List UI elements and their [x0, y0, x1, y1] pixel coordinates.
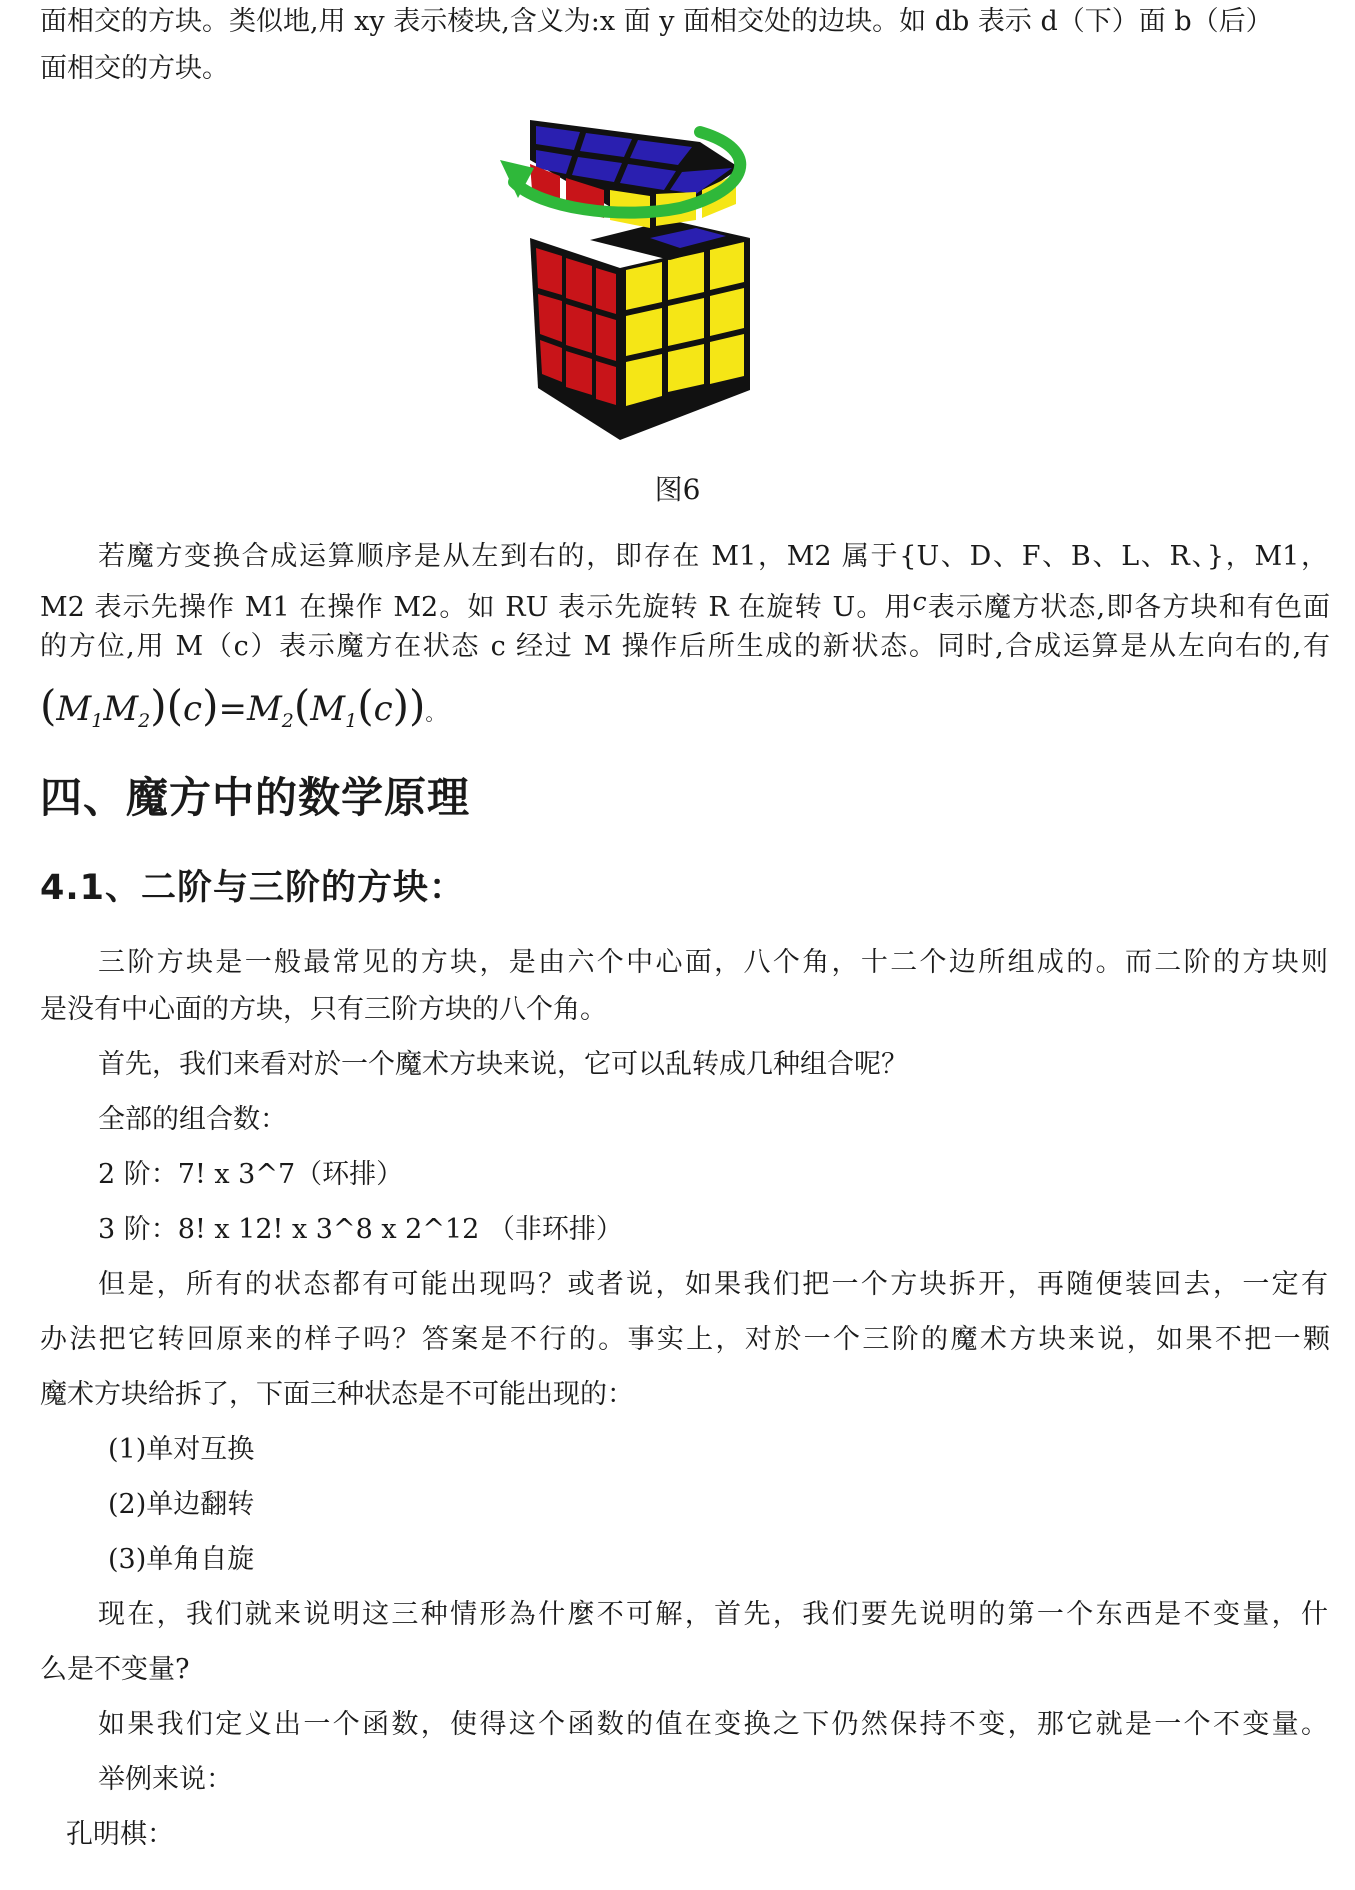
text-line: 是没有中心面的方块，只有三阶方块的八个角。	[40, 994, 607, 1025]
text-line: 面相交的方块。	[40, 53, 229, 84]
text-line: 3 阶：8! x 12! x 3^8 x 2^12 （非环排）	[98, 1214, 623, 1245]
cube-right-face	[620, 238, 750, 440]
text-line: 举例来说：	[98, 1764, 233, 1795]
text-span: 表示魔方状态,即各方块和有色面	[926, 592, 1330, 623]
text-line	[40, 582, 1330, 628]
formula-symbol: M	[246, 689, 282, 729]
text-line: 全部的组合数：	[98, 1104, 287, 1135]
text-line: 三阶方块是一般最常见的方块，是由六个中心面，八个角，十二个边所组成的。而二阶的方块则	[98, 947, 1328, 978]
text-line: 孔明棋：	[66, 1819, 174, 1850]
list-item: (2)单边翻转	[108, 1489, 255, 1520]
composition-formula: $(M_1M_2)(c)=M_2(M_1(c))$。	[40, 681, 446, 732]
formula-symbol: c	[183, 689, 203, 729]
formula-period: 。	[425, 701, 446, 725]
formula-subscript: 1	[345, 710, 358, 732]
formula-symbol: c	[373, 689, 393, 729]
formula-subscript: 1	[91, 710, 104, 732]
formula-symbol: M	[56, 689, 92, 729]
text-span: M2 表示先操作 M1 在操作 M2。如 RU 表示先旋转 R 在旋转 U。用	[40, 592, 913, 623]
formula-subscript: 2	[138, 710, 151, 732]
section-heading: 四、魔方中的数学原理	[40, 773, 471, 822]
text-line: 面相交的方块。类似地,用 xy 表示棱块,含义为:x 面 y 面相交处的边块。如 db 表示 d（下）面 b（后）	[40, 6, 1273, 37]
subsection-heading: 4.1、二阶与三阶的方块：	[40, 868, 466, 908]
text-line: 办法把它转回原来的样子吗？答案是不行的。事实上，对於一个三阶的魔术方块来说，如果不把一颗	[40, 1324, 1330, 1355]
inline-variable-c: c	[912, 587, 927, 616]
list-item: (1)单对互换	[108, 1434, 255, 1465]
text-line: 如果我们定义出一个函数，使得这个函数的值在变换之下仍然保持不变，那它就是一个不变量。	[98, 1709, 1328, 1740]
text-line: 么是不变量?	[40, 1654, 190, 1685]
text-line: 魔术方块给拆了，下面三种状态是不可能出现的：	[40, 1379, 634, 1410]
text-line: 若魔方变换合成运算顺序是从左到右的，即存在 M1，M2 属于{U、D、F、B、L、R、}，M1，	[98, 541, 1328, 572]
text-line: 2 阶：7! x 3^7（环排）	[98, 1159, 404, 1190]
rubiks-cube-figure	[500, 120, 860, 440]
formula-equals: =	[218, 689, 247, 729]
formula-symbol: M	[103, 689, 139, 729]
text-line: 的方位,用 M（c）表示魔方在状态 c 经过 M 操作后所生成的新状态。同时,合成运算是从左向右的,有	[40, 631, 1330, 662]
text-line: 现在，我们就来说明这三种情形為什麼不可解，首先，我们要先说明的第一个东西是不变量，什	[98, 1599, 1328, 1630]
formula-symbol: M	[310, 689, 346, 729]
cube-left-face	[530, 238, 620, 440]
figure-caption: 图6	[654, 473, 701, 506]
list-item: (3)单角自旋	[108, 1544, 255, 1575]
formula-subscript: 2	[281, 710, 294, 732]
text-line: 首先，我们来看对於一个魔术方块来说，它可以乱转成几种组合呢？	[98, 1049, 908, 1080]
text-line: 但是，所有的状态都有可能出现吗？或者说，如果我们把一个方块拆开，再随便装回去，一定有	[98, 1269, 1328, 1300]
